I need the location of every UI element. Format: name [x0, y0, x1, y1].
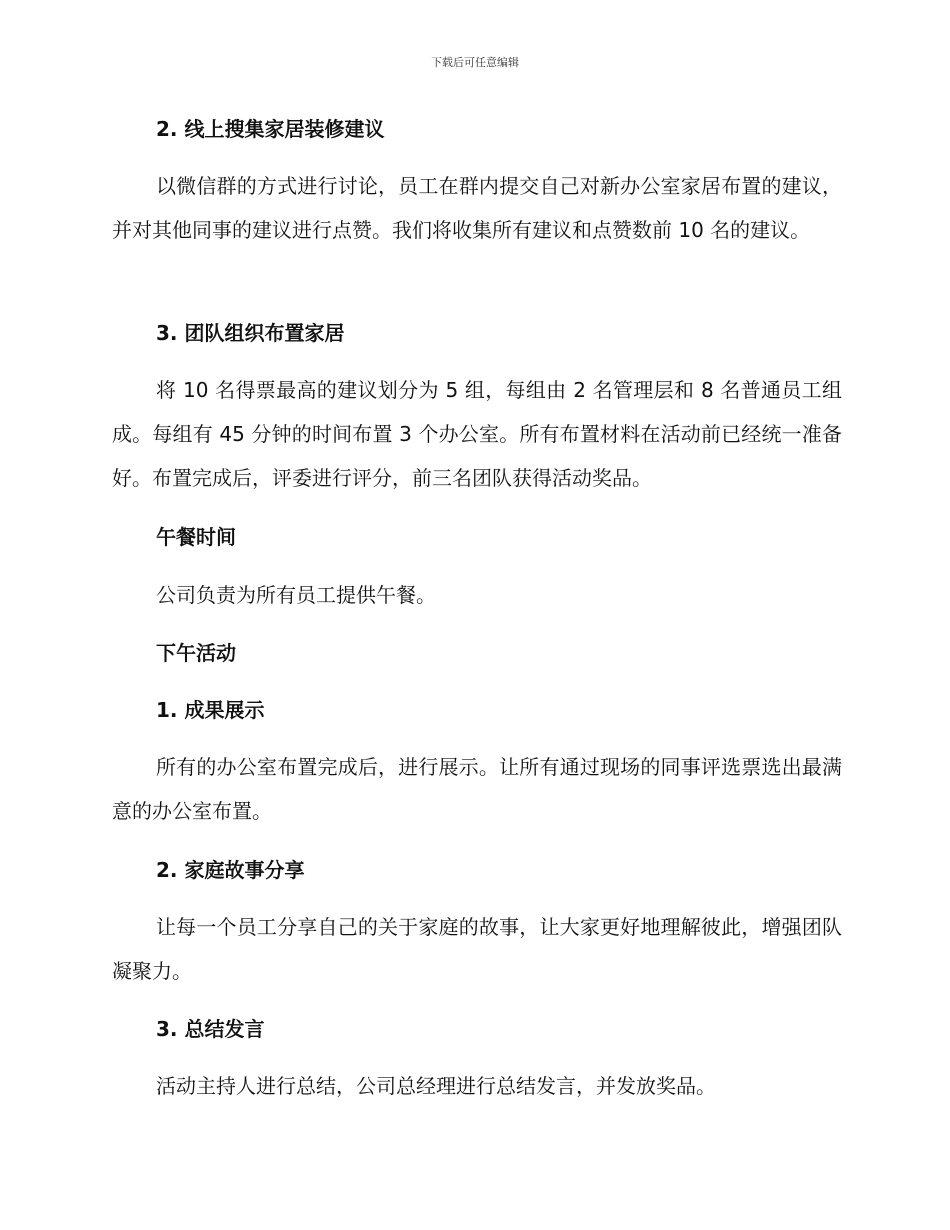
section-heading-team-arrangement: 3. 团队组织布置家居	[156, 321, 345, 345]
paragraph-family-stories: 让每一个员工分享自己的关于家庭的故事，让大家更好地理解彼此，增强团队凝聚力。	[112, 915, 842, 983]
section-heading-afternoon: 下午活动	[156, 641, 236, 665]
paragraph-summary: 活动主持人进行总结，公司总经理进行总结发言，并发放奖品。	[156, 1074, 716, 1098]
header-note: 下载后可任意编辑	[431, 56, 519, 69]
section-heading-online-suggestions: 2. 线上搜集家居装修建议	[156, 117, 385, 141]
paragraph-results: 所有的办公室布置完成后，进行展示。让所有通过现场的同事评选票选出最满意的办公室布置。	[112, 755, 842, 823]
paragraph-online-suggestions: 以微信群的方式进行讨论，员工在群内提交自己对新办公室家居布置的建议，并对其他同事的建议进行点赞。我们将收集所有建议和点赞数前 10 名的建议。	[112, 174, 842, 242]
section-heading-family-stories: 2. 家庭故事分享	[156, 858, 305, 882]
section-heading-summary: 3. 总结发言	[156, 1017, 265, 1041]
section-heading-results: 1. 成果展示	[156, 698, 265, 722]
paragraph-lunch: 公司负责为所有员工提供午餐。	[156, 583, 436, 607]
section-heading-lunch: 午餐时间	[156, 525, 236, 549]
paragraph-team-arrangement: 将 10 名得票最高的建议划分为 5 组，每组由 2 名管理层和 8 名普通员工组成。每组有 45 分钟的时间布置 3 个办公室。所有布置材料在活动前已经统一准备好。布置完成后，评委进行评分，前三名团队获得活动奖品。	[112, 378, 842, 490]
